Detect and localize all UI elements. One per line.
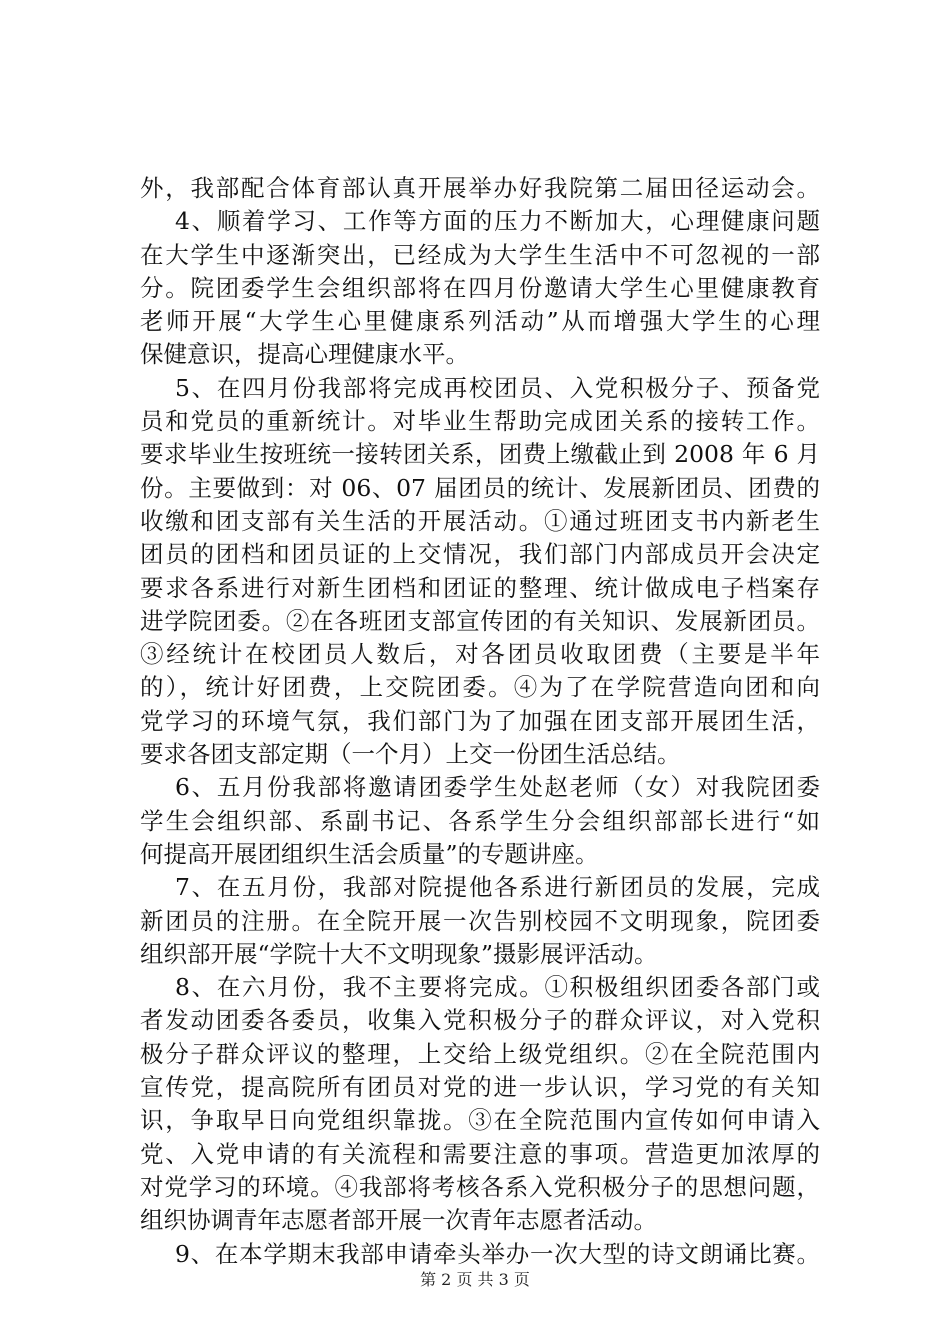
text-line: 宣传党，提高院所有团员对党的进一步认识，学习党的有关知 (140, 1073, 820, 1102)
text-line: 对党学习的环境。④我部将考核各系入党积极分子的思想问题， (140, 1172, 820, 1201)
text-line: 进学院团委。②在各班团支部宣传团的有关知识、发展新团员。 (140, 606, 820, 635)
text-line: 保健意识，提高心理健康水平。 (140, 340, 469, 369)
text-line: 在大学生中逐渐突出，已经成为大学生生活中不可忽视的一部 (140, 240, 820, 269)
document-body (140, 172, 820, 1271)
text-line: 老师开展“大学生心里健康系列活动”从而增强大学生的心理 (140, 307, 820, 336)
text-line: 要求毕业生按班统一接转团关系，团费上缴截止到 2008 年 6 月 (140, 440, 820, 469)
text-line: 8、在六月份，我不主要将完成。①积极组织团委各部门或 (175, 973, 820, 1002)
text-line: 7、在五月份，我部对院提他各系进行新团员的发展，完成 (175, 873, 820, 902)
text-line: 份。主要做到：对 06、07 届团员的统计、发展新团员、团费的 (140, 473, 820, 502)
page-footer: 第 2 页 共 3 页 (420, 1270, 530, 1289)
text-line: 9、在本学期末我部申请牵头举办一次大型的诗文朗诵比赛。 (175, 1239, 820, 1268)
text-line: 新团员的注册。在全院开展一次告别校园不文明现象，院团委 (140, 906, 820, 935)
text-line: 党、入党申请的有关流程和需要注意的事项。营造更加浓厚的 (140, 1139, 820, 1168)
text-line: 员和党员的重新统计。对毕业生帮助完成团关系的接转工作。 (140, 407, 820, 436)
text-line: ③经统计在校团员人数后，对各团员收取团费（主要是半年 (140, 640, 820, 669)
text-line: 要求各系进行对新生团档和团证的整理、统计做成电子档案存 (140, 573, 820, 602)
text-line: 识，争取早日向党组织靠拢。③在全院范围内宣传如何申请入 (140, 1106, 820, 1135)
text-line: 收缴和团支部有关生活的开展活动。①通过班团支书内新老生 (140, 506, 820, 535)
text-line: 6、五月份我部将邀请团委学生处赵老师（女）对我院团委 (175, 773, 820, 802)
text-line: 党学习的环境气氛，我们部门为了加强在团支部开展团生活， (140, 706, 820, 735)
text-line: 的），统计好团费，上交院团委。④为了在学院营造向团和向 (140, 673, 820, 702)
text-line: 何提高开展团组织生活会质量”的专题讲座。 (140, 839, 599, 868)
text-line: 极分子群众评议的整理，上交给上级党组织。②在全院范围内 (140, 1039, 820, 1068)
text-line: 组织部开展“学院十大不文明现象”摄影展评活动。 (140, 939, 658, 968)
text-line: 要求各团支部定期（一个月）上交一份团生活总结。 (140, 740, 681, 769)
text-line: 组织协调青年志愿者部开展一次青年志愿者活动。 (140, 1206, 657, 1235)
text-line: 5、在四月份我部将完成再校团员、入党积极分子、预备党 (175, 373, 820, 402)
text-line: 分。院团委学生会组织部将在四月份邀请大学生心里健康教育 (140, 273, 820, 302)
text-line: 4、顺着学习、工作等方面的压力不断加大，心理健康问题 (175, 207, 820, 236)
text-line: 学生会组织部、系副书记、各系学生分会组织部部长进行“如 (140, 806, 820, 835)
text-line: 外，我部配合体育部认真开展举办好我院第二届田径运动会。 (140, 174, 820, 202)
text-line: 者发动团委各委员，收集入党积极分子的群众评议，对入党积 (140, 1006, 820, 1035)
text-line: 团员的团档和团员证的上交情况，我们部门内部成员开会决定 (140, 540, 820, 569)
